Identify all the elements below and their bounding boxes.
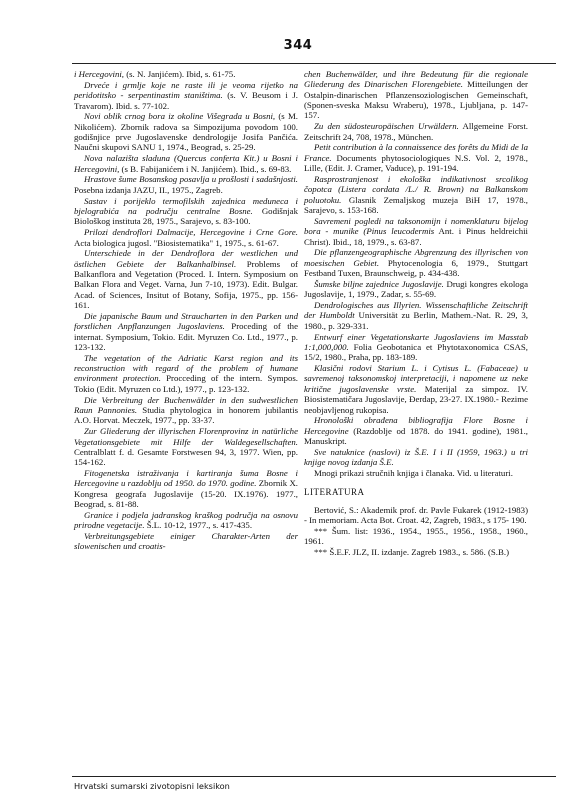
bibliography-entry bbox=[74, 69, 298, 79]
entry-details: Godišnjak Biološkog instituta 28, 1975., Sarajevo, s. 83-100. bbox=[74, 205, 298, 227]
entry-details: Zbornik X. Kongresa geografa Jugoslavije (15-20. IX.1976). 1977., Beograd, s. 81-88. bbox=[74, 478, 299, 510]
entry-title: Savremeni pogledi na taksonomijn i nomenklaturu bijelog bora - munike (Pinus leucodermis bbox=[304, 215, 528, 237]
bibliography-entry bbox=[74, 111, 298, 152]
bibliography-entry bbox=[304, 505, 528, 526]
entry-details: Studia phytologica in honorem jubilantis A.O. Horvat. Meczek, 1977., pp. 33-37. bbox=[74, 405, 298, 426]
entry-details: *** Šum. list: 1936., 1954., 1955., 1956., 1958., 1960., 1961. bbox=[304, 525, 528, 547]
entry-title: Petit contribution à la connaissence des forêts du Midi de la France. bbox=[304, 142, 528, 163]
entry-details: Problems of Balkanflora and Vegetation (Proced. I. Intern. Symposium on Balkan Flora and Veget. Varna, Jun 7-10, 1973). Edit. Bulgar. Acad. of Sciences, Insitut of Botany, Sofija, 1975., pp. 156-161. bbox=[74, 258, 298, 311]
entry-title: Šumske biljne zajednice Jugoslavije. bbox=[314, 278, 444, 289]
right-column bbox=[304, 69, 528, 558]
entry-details: Glasnik Zemaljskog muzeja BiH 17, 1978., Sarajevo, s. 153-168. bbox=[304, 194, 528, 215]
entry-title: Dendrologisches aus Illyrien. Wissenschaftliche Zeitschrift der Humboldt bbox=[304, 300, 528, 321]
entry-title: Die japanische Baum und Straucharten in den Parken und forstlichen Anpflanzungen Jugoslaviens. bbox=[74, 310, 298, 332]
entry-title: Fitogenetska istraživanja i kartiranja šuma Bosne i Hercegovine u razdoblju od 1950. do 1970. godine. bbox=[74, 468, 298, 489]
entry-title: Zur Gliederung der illyrischen Florenprovinz in natürliche Vegetationsgebiete mit Hilfe der Waldegesellschaften. bbox=[74, 426, 298, 447]
entry-title: Die Verbreitung der Buchenwälder in den sudwestlichen Raun Pannonies. bbox=[74, 394, 298, 415]
entry-title: The vegetation of the Adriatic Karst region and its reconstruction with regard of the problem of humane environment protection. bbox=[74, 352, 298, 384]
entry-details: Mnogi prikazi stručnih knjiga i članaka. Vid. u literaturi. bbox=[314, 468, 513, 479]
right-column-entries bbox=[304, 69, 528, 478]
entry-details: Drugi kongres ekologa Jugoslavije, 1, 1979., Zadar, s. 55-69. bbox=[304, 278, 528, 300]
bibliography-entry bbox=[304, 216, 528, 247]
entry-details: (s B. Fabijanićem i N. Janjićem). Ibid., s. 69-83. bbox=[119, 163, 292, 174]
entry-title: Sastav i porijeklo termofilskih zajednica meduneca i bjelograbića na području centralne Bosne. bbox=[74, 195, 298, 216]
entry-title: Rasprostranjenost i ekološka indikativnost srcolikog čopotca (Listera cordata /L./ R. Brown) na Balkanskom poluotoku. bbox=[304, 173, 528, 205]
bibliography-entry bbox=[304, 174, 528, 215]
entry-details: Materijal za simpoz. IV. Biosistematičara Jugoslavije, Đerdap, 23-27. IX.1980.- Rezime neobjavljenog rukopisa. bbox=[304, 383, 528, 415]
bibliography-entry bbox=[304, 332, 528, 363]
literature-entries bbox=[304, 505, 528, 558]
header-rule bbox=[72, 63, 556, 64]
bibliography-entry bbox=[304, 247, 528, 278]
bibliography-entry bbox=[74, 153, 298, 174]
bibliography-entry bbox=[74, 196, 298, 227]
footer-text: Hrvatski sumarski zivotopisni leksikon bbox=[74, 781, 230, 791]
entry-details: Ant. i Pinus heldreichii Christ). Ibid., 18, 1979., s. 63-87. bbox=[304, 226, 529, 247]
bibliography-entry bbox=[74, 311, 298, 352]
entry-details: Mitteilungen der Ostalpin-dinarischen Pflanzensoziologischen Gemeinschaft, (Sponen-sveska Maksu Wraberu), 1978., Ljubljana, p. 147-157. bbox=[304, 79, 528, 121]
entry-details: Procceding of the intern. Sympos. Tokio (Edit. Myruzen co Ltd.), 1977., p. 123-132. bbox=[74, 373, 298, 394]
entry-title: chen Buchenwälder, und ihre Bedeutung für die regionale Gliederung des Dinarischen Florengebiete. bbox=[304, 69, 528, 90]
entry-title: Novi oblik crnog bora iz okoline Višegrada u Bosni, bbox=[84, 111, 276, 122]
entry-title: Klasični rodovi Starium L. i Cytisus L. (Fabaceae) u savremenoj taksonomskoj interpretaciji, i napomene uz neke kritične jugoslavenske vrste. bbox=[304, 363, 528, 394]
bibliography-entry bbox=[74, 510, 298, 531]
entry-title: Entwurf einer Vegetationskarte Jugoslaviens im Masstab 1:1,000,000. bbox=[304, 331, 528, 352]
entry-details: Posebna izdanja JAZU, II., 1975., Zagreb. bbox=[74, 184, 223, 195]
bibliography-entry bbox=[304, 279, 528, 300]
entry-title: i Hercegovini, bbox=[74, 69, 124, 79]
left-column-entries bbox=[74, 69, 298, 552]
page-number: 344 bbox=[283, 38, 313, 53]
bibliography-entry bbox=[304, 363, 528, 415]
entry-details: Phytocenologia 6, 1979., Stuttgart Festband Tuxen, Braunschweig, p. 434-438. bbox=[304, 257, 528, 279]
entry-details: (s. V. Beusom i J. Travarom). Ibid. s. 77-102. bbox=[74, 90, 298, 111]
bibliography-entry bbox=[74, 227, 298, 248]
bibliography-entry bbox=[74, 395, 298, 426]
entry-title: Hronološki obrađena bibliografija Flore Bosne i Hercegovine bbox=[304, 415, 528, 436]
bibliography-entry bbox=[74, 531, 298, 552]
entry-details: (s. N. Janjićem). Ibid, s. 61-75. bbox=[124, 69, 236, 79]
entry-title: Nova nalazišta sladuna (Quercus conferta Kit.) u Bosni i Hercegovini, bbox=[74, 153, 298, 174]
bibliography-entry bbox=[304, 69, 528, 121]
bibliography-entry bbox=[304, 121, 528, 142]
entry-title: Drveće i grmlje koje ne raste ili je veoma rijetko na peridotitsko - serpentinastim staništima. bbox=[74, 79, 298, 101]
bibliography-entry bbox=[304, 415, 528, 446]
entry-details: (Razdoblje od 1878. do 1941. godine), 1981., Manuskript. bbox=[304, 425, 528, 447]
bibliography-entry bbox=[74, 174, 298, 195]
literature-heading: LITERATURA bbox=[304, 487, 365, 498]
entry-title: Unterschiede in der Dendroflora der westlichen und östlichen Gebiete der Balkanhalbinsel. bbox=[74, 248, 298, 269]
bibliography-entry bbox=[74, 248, 298, 310]
entry-details: Acta biologica jugosl. "Biosistematika" 1, 1975., s. 61-67. bbox=[74, 237, 279, 248]
entry-details: Folia Geobotanica et Phytotaxonomica CSAS, 15/2, 1980., Praha, pp. 183-189. bbox=[304, 341, 528, 363]
entry-details: Universität zu Berlin, Mathem.-Nat. R. 29, 3, 1980., p. 329-331. bbox=[304, 310, 528, 331]
entry-title: Zu den südosteuropäischen Urwäldern. bbox=[314, 121, 459, 132]
entry-details: Centralblatt f. d. Gesamte Forstwesen 94, 3, 1977. Wien, pp. 154-162. bbox=[74, 446, 298, 468]
entry-title: Sve natuknice (naslovi) iz Š.E. I i II (1959, 1963.) u tri knjige novog izdanja Š.E. bbox=[304, 446, 528, 468]
entry-details: *** Š.E.F. JLZ, II. izdanje. Zagreb 1983., s. 586. (S.B.) bbox=[314, 547, 510, 558]
left-column bbox=[74, 69, 298, 552]
entry-details: Bertović, S.: Akademik prof. dr. Pavle Fukarek (1912-1983) - In memoriam. Acta Bot. Croat. 42, Zagreb, 1983., s 175- 190. bbox=[304, 504, 528, 526]
bibliography-entry bbox=[304, 447, 528, 468]
entry-details: Š.L. 10-12, 1977., s. 417-435. bbox=[144, 520, 253, 531]
bibliography-entry bbox=[74, 426, 298, 467]
entry-title: Hrastove šume Bosanskog posavlja u prošlosti i sadašnjosti. bbox=[84, 174, 298, 185]
footer-rule bbox=[72, 776, 556, 777]
entry-details: Proceding of the internat. Symposium, Tokio. Edit. Myruzen Co. Ltd., 1977., p. 123-132. bbox=[74, 321, 298, 352]
bibliography-entry bbox=[304, 526, 528, 547]
bibliography-entry bbox=[304, 142, 528, 173]
bibliography-entry bbox=[304, 300, 528, 331]
bibliography-entry bbox=[74, 80, 298, 111]
bibliography-entry bbox=[304, 468, 528, 478]
entry-details: (s M. Nikolićem). Zbornik radova sa Simpozijuma povodom 100. godišnjice prve Jugoslavenske dendrologije Josifa Pančića. Naučni skupovi SANU 1, 1974., Beograd, s. 25-29. bbox=[74, 111, 298, 153]
entry-title: Granice i podjela jadranskog kraškog područja na osnovu prirodne vegetacije. bbox=[74, 509, 298, 531]
entry-details: Documents phytosociologiques N.S. Vol. 2, 1978., Lille, (Edit. J. Cramer, Vaduce), p. 191-194. bbox=[304, 152, 528, 174]
entry-title: Die pflanzengeographische Abgrenzung des illyrischen von moesischen Gebiet. bbox=[304, 247, 528, 268]
entry-title: Prilozi dendroflori Dalmacije, Hercegovine i Crne Gore. bbox=[84, 227, 298, 238]
bibliography-entry bbox=[304, 547, 528, 557]
entry-details: Allgemeine Forst. Zeitschrift 24, 708, 1978., München. bbox=[304, 121, 528, 142]
entry-title: Verbreitungsgebiete einiger Charakter-Arten der slowenischen und croatis- bbox=[74, 531, 298, 552]
bibliography-entry bbox=[74, 353, 298, 394]
bibliography-entry bbox=[74, 468, 298, 509]
